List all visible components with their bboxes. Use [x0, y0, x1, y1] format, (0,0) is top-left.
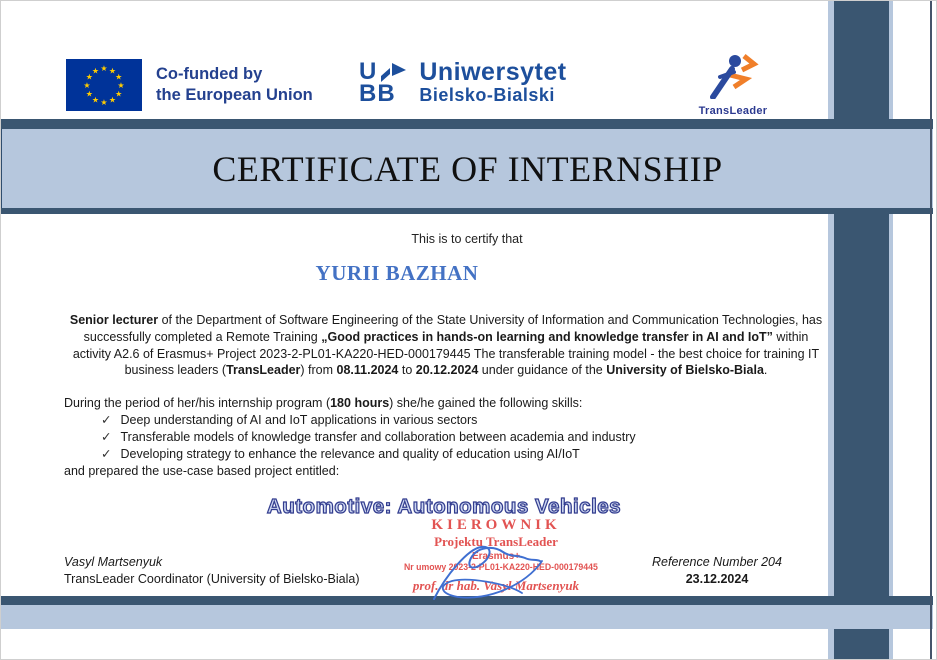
- svg-text:★: ★: [83, 81, 91, 90]
- transleader-runner-icon: [704, 53, 762, 99]
- svg-text:★: ★: [100, 64, 108, 73]
- eu-text-line2: the European Union: [156, 86, 313, 104]
- banner-top-stripe: [1, 119, 933, 129]
- ubb-monogram: [359, 58, 406, 107]
- coordinator-title: TransLeader Coordinator (University of Bielsko-Biala): [64, 572, 360, 586]
- svg-text:★: ★: [108, 95, 117, 105]
- stamp-line3: Erasmus+: [471, 551, 521, 562]
- bottom-bar-band: [1, 605, 933, 629]
- eu-cofunded-logo: [66, 59, 313, 111]
- university-logo: [359, 59, 567, 105]
- svg-text:★: ★: [85, 89, 93, 99]
- university-name-line1: Uniwersytet: [419, 58, 567, 86]
- skills-outro: and prepared the use-case based project entitled:: [64, 464, 340, 478]
- ubb-monogram-u: U: [359, 58, 378, 85]
- main-paragraph: Senior lecturer of the Department of Software Engineering of the State University of Information and Communication Technologies, has successfully completed a Remote Training „Good practices in hands-on learning and knowledge transfer in AI and IoT” within activity A2.6 of Erasmus+ Project 2023-2-PL01-KA220-HED-000179445 The transferable training model - the best choice for training IT business leaders (TransLeader) from 08.11.2024 to 20.12.2024 under guidance of the University of Bielsko-Biala.: [69, 313, 823, 378]
- project-title: Automotive: Autonomous Vehicles: [266, 495, 622, 518]
- eu-flag-icon: [66, 59, 142, 111]
- stamp-line4: Nr umowy 2023-2-PL01-KA220-HED-000179445: [404, 562, 598, 573]
- stamp-line5: prof. dr hab. Vasyl Martsenyuk: [412, 578, 580, 593]
- issue-date: 23.12.2024: [685, 572, 749, 586]
- svg-text:★: ★: [100, 98, 108, 107]
- certify-line: This is to certify that: [411, 232, 523, 246]
- check-icon: ✓: [101, 430, 112, 444]
- skill-item: [64, 412, 844, 429]
- skill-item: [64, 446, 844, 463]
- certificate-title: CERTIFICATE OF INTERNSHIP: [212, 148, 723, 189]
- skills-intro: During the period of her/his internship program (180 hours) she/he gained the following skills:: [64, 396, 583, 410]
- stamp-line2: Projektu TransLeader: [434, 534, 558, 549]
- skill-text: Deep understanding of AI and IoT applications in various sectors: [120, 413, 478, 427]
- transleader-logo: [693, 53, 773, 117]
- svg-text:★: ★: [85, 72, 93, 82]
- eu-text-line1: Co-funded by: [156, 65, 263, 83]
- university-name: [419, 59, 566, 105]
- check-icon: ✓: [101, 447, 112, 461]
- university-name-line2: Bielsko-Bialski: [419, 85, 555, 105]
- reference-block: [637, 554, 797, 588]
- right-vertical-bar: [828, 1, 893, 660]
- right-page-edge: [930, 1, 932, 660]
- svg-text:★: ★: [91, 95, 100, 105]
- ubb-monogram-bb: BB: [359, 79, 396, 107]
- transleader-label: TransLeader: [698, 105, 768, 117]
- skill-text: Developing strategy to enhance the relevance and quality of education using AI/IoT: [120, 447, 580, 461]
- check-icon: ✓: [101, 413, 112, 427]
- coordinator-block: [64, 554, 360, 588]
- stamp-line1: KIEROWNIK: [431, 517, 561, 533]
- reference-number: Reference Number 204: [652, 555, 782, 569]
- svg-text:★: ★: [108, 66, 117, 76]
- skill-text: Transferable models of knowledge transfer and collaboration between academia and industry: [120, 430, 636, 444]
- svg-text:★: ★: [91, 66, 100, 76]
- eu-cofunded-text: [156, 64, 313, 106]
- svg-text:★: ★: [117, 81, 125, 90]
- skills-section: [64, 395, 844, 480]
- coordinator-name: Vasyl Martsenyuk: [64, 555, 163, 569]
- title-banner: [1, 119, 933, 214]
- skill-item: [64, 429, 844, 446]
- svg-text:★: ★: [115, 89, 123, 99]
- signature-scribble: [426, 539, 561, 605]
- banner-bottom-stripe: [1, 208, 933, 214]
- recipient-name: YURII BAZHAN: [315, 261, 479, 285]
- svg-text:★: ★: [115, 72, 123, 82]
